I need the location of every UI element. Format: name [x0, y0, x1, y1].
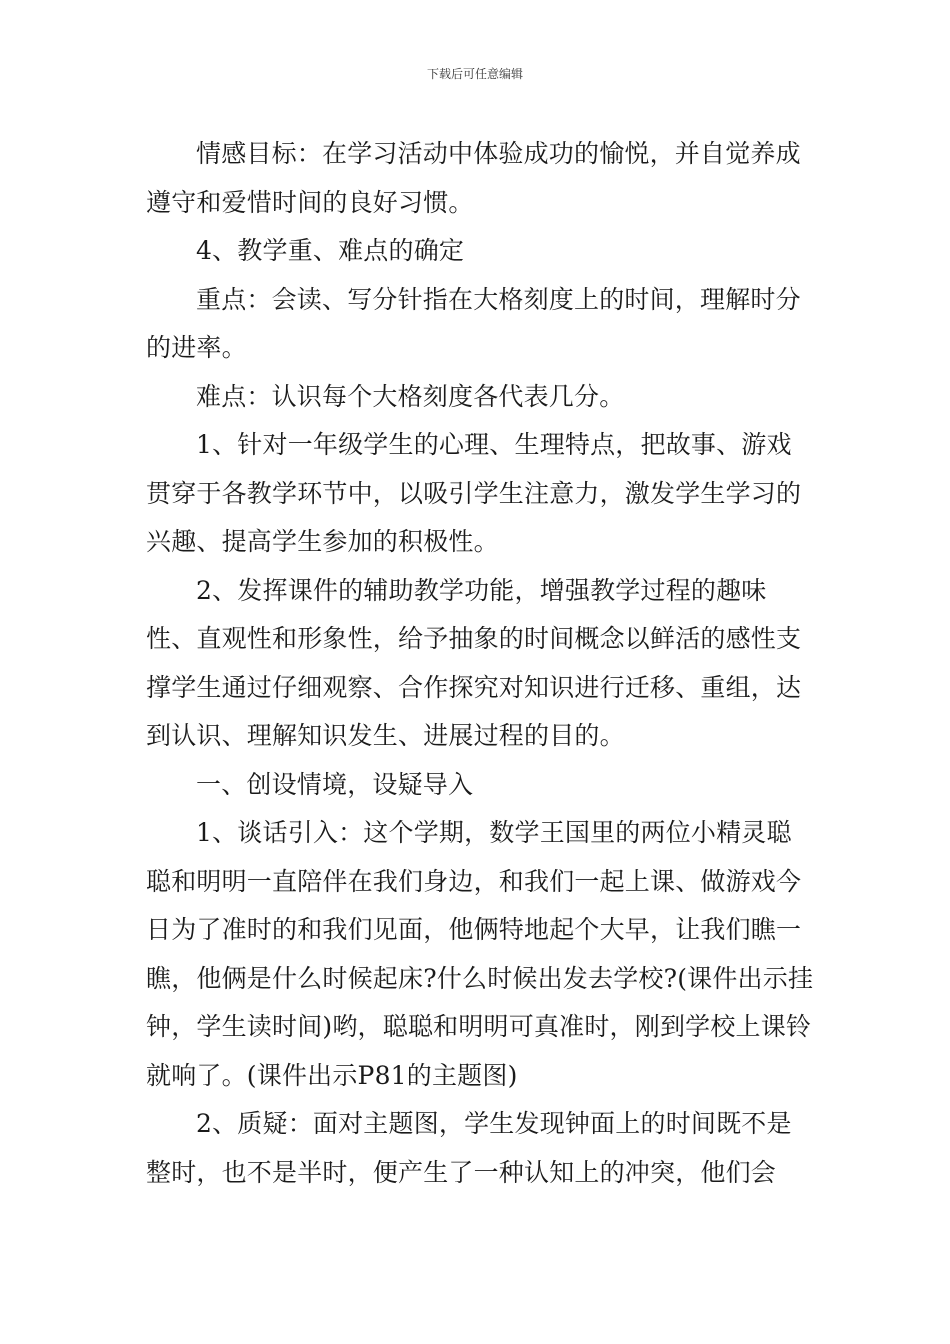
page-header: 下载后可任意编辑 [426, 67, 523, 81]
paragraph-method-1: 1、针对一年级学生的心理、生理特点，把故事、游戏贯穿于各教学环节中，以吸引学生注意力，激发学生学习的兴趣、提高学生参加的积极性。 [146, 430, 802, 556]
paragraph-section-heading: 4、教学重、难点的确定 [196, 236, 465, 265]
document-body [146, 130, 816, 1197]
paragraph-emotional-goal: 情感目标：在学习活动中体验成功的愉悦，并自觉养成遵守和爱惜时间的良好习惯。 [146, 139, 801, 217]
paragraph-part-heading: 一、创设情境，设疑导入 [196, 769, 474, 799]
paragraph-questioning: 2、质疑：面对主题图，学生发现钟面上的时间既不是整时，也不是半时，便产生了一种认知上的冲突，他们会 [146, 1109, 792, 1187]
paragraph-method-2: 2、发挥课件的辅助教学功能，增强教学过程的趣味性、直观性和形象性，给予抽象的时间概念以鲜活的感性支撑学生通过仔细观察、合作探究对知识进行迁移、重组，达到认识、理解知识发生、进展过程的目的。 [146, 575, 802, 750]
paragraph-key-point: 重点：会读、写分针指在大格刻度上的时间，理解时分的进率。 [146, 284, 801, 362]
paragraph-intro-talk: 1、谈话引入：这个学期，数学王国里的两位小精灵聪聪和明明一直陪伴在我们身边，和我们一起上课、做游戏今日为了准时的和我们见面，他俩特地起个大早，让我们瞧一瞧，他俩是什么时候起床?什么时候出发去学校?(课件出示挂钟，学生读时间)哟，聪聪和明明可真准时，刚到学校上课铃就响了。(课件出示P81的主题图) [146, 818, 814, 1090]
paragraph-difficulty: 难点：认识每个大格刻度各代表几分。 [196, 381, 625, 411]
